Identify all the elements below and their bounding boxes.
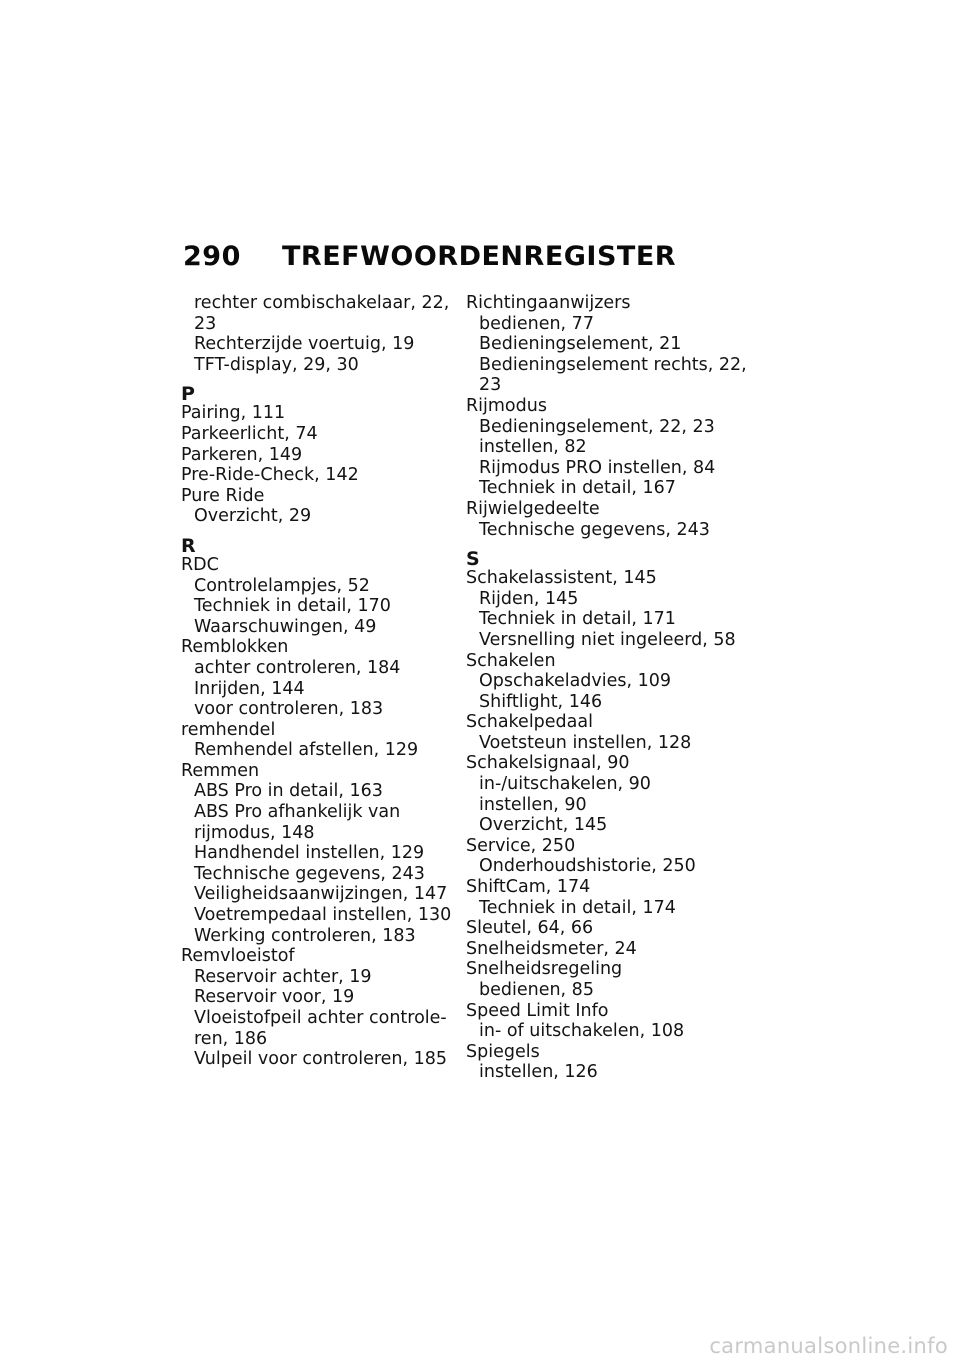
index-entry: Schakelassistent, 145 bbox=[466, 568, 657, 589]
index-subentry: in-/uitschakelen, 90 bbox=[479, 774, 651, 795]
index-entry: Richtingaanwijzers bbox=[466, 293, 631, 313]
index-subentry: Techniek in detail, 167 bbox=[479, 478, 676, 499]
index-subentry: in- of uitschakelen, 108 bbox=[479, 1021, 685, 1042]
index-entry: Remmen bbox=[181, 760, 260, 781]
index-entry: Rijmodus bbox=[466, 395, 547, 416]
index-entry: Sleutel, 64, 66 bbox=[466, 918, 594, 939]
index-subentry: Handhendel instellen, 129 bbox=[194, 843, 425, 864]
index-subentry: Techniek in detail, 174 bbox=[479, 897, 676, 918]
page-header bbox=[183, 241, 676, 272]
index-column-right bbox=[466, 293, 756, 1083]
section-letter: P bbox=[181, 383, 195, 406]
index-entry: Schakelpedaal bbox=[466, 712, 593, 733]
index-subentry: Technische gegevens, 243 bbox=[479, 519, 710, 540]
index-subentry: Vulpeil voor controleren, 185 bbox=[194, 1049, 448, 1070]
section-gap bbox=[181, 375, 451, 381]
index-entry: Snelheidsmeter, 24 bbox=[466, 938, 637, 959]
index-subentry: Shiftlight, 146 bbox=[479, 691, 603, 712]
index-subentry: ren, 186 bbox=[194, 1028, 268, 1049]
index-entry: Pairing, 111 bbox=[181, 403, 286, 424]
index-entry: Pre-Ride-Check, 142 bbox=[181, 465, 359, 486]
index-subentry: bedienen, 85 bbox=[479, 980, 594, 1000]
index-subentry: Onderhoudshistorie, 250 bbox=[479, 856, 696, 877]
index-subentry: instellen, 126 bbox=[479, 1062, 598, 1083]
index-entry: Speed Limit Info bbox=[466, 1000, 609, 1021]
page-number: 290 bbox=[183, 241, 241, 272]
index-subentry: Technische gegevens, 243 bbox=[194, 863, 425, 884]
index-subentry: Remhendel afstellen, 129 bbox=[194, 740, 419, 761]
index-subentry: Reservoir achter, 19 bbox=[194, 966, 372, 987]
index-entry: Remvloeistof bbox=[181, 946, 295, 967]
index-subentry: 23 bbox=[194, 313, 217, 334]
index-entry: Remblokken bbox=[181, 637, 289, 658]
section-letter: R bbox=[181, 534, 196, 557]
index-subentry: instellen, 82 bbox=[479, 437, 587, 458]
index-entry: Schakelen bbox=[466, 650, 556, 671]
page-title: TREFWOORDENREGISTER bbox=[282, 241, 677, 272]
index-subentry: Controlelampjes, 52 bbox=[194, 575, 370, 596]
index-subentry: bedienen, 77 bbox=[479, 313, 594, 334]
index-subentry: 23 bbox=[479, 375, 502, 396]
index-entry: Schakelsignaal, 90 bbox=[466, 753, 630, 774]
index-subentry: Techniek in detail, 171 bbox=[479, 609, 676, 630]
index-entry: RDC bbox=[181, 554, 219, 575]
watermark-text: carmanualsonline.info bbox=[709, 1334, 948, 1358]
index-subentry: Veiligheidsaanwijzingen, 147 bbox=[194, 884, 448, 905]
index-subentry: TFT-display, 29, 30 bbox=[194, 354, 359, 375]
index-column-left bbox=[181, 293, 451, 1070]
index-subentry: Techniek in detail, 170 bbox=[194, 596, 391, 617]
index-entry: remhendel bbox=[181, 719, 276, 740]
section-letter: S bbox=[466, 548, 480, 571]
index-subentry: Opschakeladvies, 109 bbox=[479, 671, 672, 692]
index-subentry: ABS Pro in detail, 163 bbox=[194, 781, 383, 802]
index-subentry: Overzicht, 29 bbox=[194, 506, 312, 527]
index-subentry: rijmodus, 148 bbox=[194, 822, 315, 843]
index-subentry: Rijden, 145 bbox=[479, 588, 579, 609]
index-entry: ShiftCam, 174 bbox=[466, 877, 591, 898]
index-subentry: Bedieningselement rechts, 22, bbox=[479, 354, 747, 375]
index-subentry: Waarschuwingen, 49 bbox=[194, 616, 377, 637]
section-gap bbox=[466, 540, 756, 546]
index-subentry: ABS Pro afhankelijk van bbox=[194, 802, 401, 823]
index-subentry: Werking controleren, 183 bbox=[194, 925, 416, 946]
index-subentry: Rijmodus PRO instellen, 84 bbox=[479, 457, 716, 478]
index-subentry: instellen, 90 bbox=[479, 794, 587, 815]
index-subentry: Reservoir voor, 19 bbox=[194, 987, 355, 1008]
index-entry: Pure Ride bbox=[181, 485, 265, 506]
index-subentry: rechter combischakelaar, 22, bbox=[194, 293, 450, 313]
index-subentry: Voetsteun instellen, 128 bbox=[479, 732, 692, 753]
index-subentry: Rechterzijde voertuig, 19 bbox=[194, 334, 415, 355]
index-subentry: Versnelling niet ingeleerd, 58 bbox=[479, 629, 736, 650]
index-entry: Service, 250 bbox=[466, 835, 576, 856]
index-subentry: Bedieningselement, 22, 23 bbox=[479, 416, 715, 437]
index-subentry: voor controleren, 183 bbox=[194, 699, 384, 720]
section-gap bbox=[181, 527, 451, 533]
index-entry: Parkeerlicht, 74 bbox=[181, 423, 318, 444]
index-subentry: achter controleren, 184 bbox=[194, 657, 401, 678]
index-entry: Spiegels bbox=[466, 1041, 540, 1062]
index-entry: Snelheidsregeling bbox=[466, 959, 623, 980]
index-subentry: Vloeistofpeil achter controle- bbox=[194, 1008, 447, 1028]
index-subentry: Inrijden, 144 bbox=[194, 678, 305, 699]
index-subentry: Overzicht, 145 bbox=[479, 815, 608, 836]
index-entry: Rijwielgedeelte bbox=[466, 498, 600, 519]
index-subentry: Voetrempedaal instellen, 130 bbox=[194, 905, 452, 926]
index-entry: Parkeren, 149 bbox=[181, 444, 303, 465]
index-subentry: Bedieningselement, 21 bbox=[479, 334, 682, 355]
